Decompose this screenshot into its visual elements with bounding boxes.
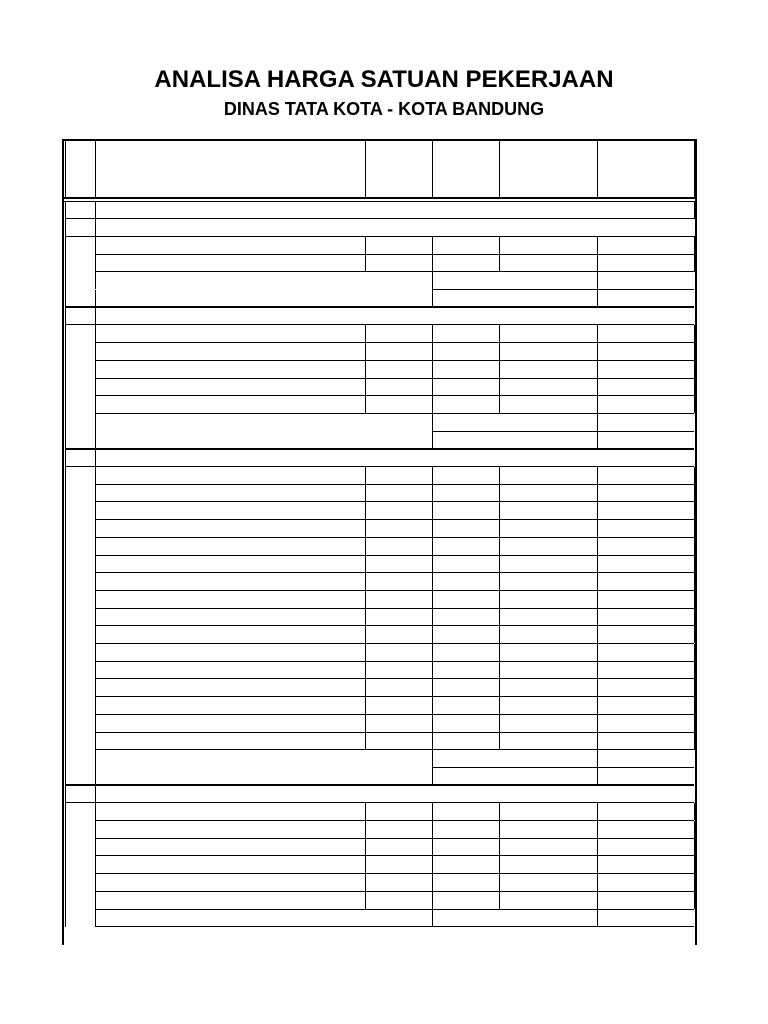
item-unit-price: [499, 484, 597, 502]
item-no: [65, 697, 95, 715]
item-description: [95, 838, 365, 856]
group-rounded-total: [597, 431, 694, 449]
item-unit-price: [499, 679, 597, 697]
dibulatkan-label: [432, 767, 597, 785]
item-koef: [365, 697, 432, 715]
item-total: [597, 608, 694, 626]
item-unit-price: [499, 520, 597, 538]
item-koef: [365, 838, 432, 856]
grid-line-vertical: [65, 785, 66, 927]
item-no: [65, 661, 95, 679]
item-koef: [365, 679, 432, 697]
group-unit: [95, 785, 190, 803]
item-description: [95, 573, 365, 591]
item-description: [95, 343, 365, 361]
item-description: [95, 520, 365, 538]
item-unit: [432, 396, 499, 414]
item-total: [597, 396, 694, 414]
item-koef: [365, 590, 432, 608]
item-no: [65, 555, 95, 573]
item-description: [95, 661, 365, 679]
item-total: [597, 821, 694, 839]
item-total: [597, 697, 694, 715]
item-koef: [365, 537, 432, 555]
grid-line-vertical: [694, 201, 695, 219]
grid-line-vertical: [95, 750, 96, 768]
item-koef: [365, 821, 432, 839]
item-unit-price: [499, 891, 597, 909]
item-description: [95, 467, 365, 485]
item-unit: [432, 821, 499, 839]
dibulatkan-label: [432, 431, 597, 449]
item-no: [65, 484, 95, 502]
jumlah-label: [432, 750, 597, 768]
group-title: [230, 219, 694, 237]
item-total: [597, 644, 694, 662]
item-unit-price: [499, 343, 597, 361]
item-no: [65, 608, 95, 626]
item-total: [597, 856, 694, 874]
item-unit: [432, 803, 499, 821]
item-no: [65, 856, 95, 874]
item-total: [597, 236, 694, 254]
item-unit-price: [499, 378, 597, 396]
item-koef: [365, 378, 432, 396]
item-no: [65, 821, 95, 839]
item-unit-price: [499, 467, 597, 485]
item-unit: [432, 502, 499, 520]
grid-line-vertical: [65, 307, 66, 449]
jumlah-label: [432, 272, 597, 290]
item-total: [597, 520, 694, 538]
group-separator: [190, 219, 230, 237]
item-koef: [365, 803, 432, 821]
header-no: [65, 140, 95, 198]
header-koef: [365, 140, 432, 198]
item-description: [95, 697, 365, 715]
item-unit: [432, 467, 499, 485]
item-description: [95, 856, 365, 874]
header-sat: [432, 140, 499, 198]
item-no: [65, 396, 95, 414]
grid-line-vertical: [65, 449, 66, 785]
grid-line-vertical: [95, 767, 96, 785]
item-unit-price: [499, 537, 597, 555]
item-unit: [432, 537, 499, 555]
item-koef: [365, 520, 432, 538]
group-title: [230, 307, 694, 325]
grid-line-vertical: [65, 219, 66, 308]
item-unit-price: [499, 644, 597, 662]
item-description: [95, 626, 365, 644]
item-koef: [365, 874, 432, 892]
header-uraian: [95, 140, 365, 198]
item-no: [65, 502, 95, 520]
item-koef: [365, 856, 432, 874]
item-koef: [365, 467, 432, 485]
item-no: [65, 626, 95, 644]
item-unit-price: [499, 502, 597, 520]
item-description: [95, 360, 365, 378]
item-unit-price: [499, 608, 597, 626]
group-rounded-total: [597, 767, 694, 785]
dibulatkan-label: [432, 290, 597, 308]
header-jumlah: [597, 140, 694, 198]
item-description: [95, 644, 365, 662]
item-unit-price: [499, 573, 597, 591]
item-no: [65, 537, 95, 555]
item-no: [65, 590, 95, 608]
item-koef: [365, 360, 432, 378]
item-description: [95, 396, 365, 414]
item-total: [597, 803, 694, 821]
item-total: [597, 325, 694, 343]
item-description: [95, 608, 365, 626]
item-description: [95, 378, 365, 396]
grid-line-horizontal: [95, 926, 694, 927]
item-total: [597, 874, 694, 892]
item-unit-price: [499, 697, 597, 715]
item-unit-price: [499, 821, 597, 839]
item-koef: [365, 484, 432, 502]
item-unit-price: [499, 803, 597, 821]
item-description: [95, 484, 365, 502]
item-total: [597, 626, 694, 644]
item-no: [65, 360, 95, 378]
item-unit-price: [499, 732, 597, 750]
item-no: [65, 714, 95, 732]
item-description: [95, 236, 365, 254]
item-unit: [432, 343, 499, 361]
item-koef: [365, 714, 432, 732]
grid-line-vertical: [95, 272, 96, 290]
item-unit: [432, 626, 499, 644]
grid-line-vertical: [65, 201, 66, 219]
item-koef: [365, 891, 432, 909]
item-unit: [432, 484, 499, 502]
item-unit: [432, 608, 499, 626]
item-unit: [432, 732, 499, 750]
item-total: [597, 254, 694, 272]
item-description: [95, 254, 365, 272]
item-unit-price: [499, 396, 597, 414]
group-title: [230, 785, 694, 803]
group-title: [230, 449, 694, 467]
item-description: [95, 803, 365, 821]
item-koef: [365, 573, 432, 591]
item-description: [95, 874, 365, 892]
item-unit: [432, 856, 499, 874]
item-no: [65, 236, 95, 254]
item-unit: [432, 360, 499, 378]
item-total: [597, 661, 694, 679]
group-total: [597, 750, 694, 768]
group-separator: [190, 449, 230, 467]
item-koef: [365, 254, 432, 272]
item-description: [95, 537, 365, 555]
page-subtitle: DINAS TATA KOTA - KOTA BANDUNG: [223, 99, 545, 119]
group-unit: [95, 307, 190, 325]
item-no: [65, 325, 95, 343]
item-description: [95, 590, 365, 608]
item-total: [597, 378, 694, 396]
group-unit: [95, 449, 190, 467]
grid-line-vertical: [95, 431, 96, 449]
item-total: [597, 484, 694, 502]
item-koef: [365, 644, 432, 662]
item-total: [597, 343, 694, 361]
item-description: [95, 325, 365, 343]
item-no: [65, 644, 95, 662]
group-unit: [95, 219, 190, 237]
item-no: [65, 520, 95, 538]
item-koef: [365, 502, 432, 520]
item-unit-price: [499, 856, 597, 874]
item-koef: [365, 236, 432, 254]
item-unit-price: [499, 236, 597, 254]
item-description: [95, 891, 365, 909]
item-no: [65, 254, 95, 272]
item-no: [65, 343, 95, 361]
jumlah-label: [432, 413, 597, 431]
group-total: [597, 909, 694, 927]
item-no: [65, 803, 95, 821]
item-description: [95, 502, 365, 520]
item-unit-price: [499, 254, 597, 272]
item-unit: [432, 254, 499, 272]
group-separator: [190, 307, 230, 325]
item-unit-price: [499, 838, 597, 856]
grid-line-vertical: [95, 201, 96, 219]
section-title: [95, 201, 694, 219]
item-no: [65, 467, 95, 485]
item-unit-price: [499, 325, 597, 343]
item-total: [597, 891, 694, 909]
item-unit: [432, 661, 499, 679]
item-total: [597, 714, 694, 732]
item-koef: [365, 732, 432, 750]
item-description: [95, 714, 365, 732]
item-total: [597, 732, 694, 750]
item-unit: [432, 838, 499, 856]
item-unit: [432, 378, 499, 396]
item-unit: [432, 520, 499, 538]
item-unit: [432, 236, 499, 254]
item-unit: [432, 555, 499, 573]
page-title: ANALISA HARGA SATUAN PEKERJAAN: [154, 66, 614, 93]
item-total: [597, 555, 694, 573]
item-total: [597, 838, 694, 856]
item-no: [65, 874, 95, 892]
item-total: [597, 537, 694, 555]
item-no: [65, 838, 95, 856]
item-no: [65, 679, 95, 697]
item-unit-price: [499, 714, 597, 732]
item-unit: [432, 891, 499, 909]
item-total: [597, 502, 694, 520]
item-koef: [365, 555, 432, 573]
item-unit-price: [499, 626, 597, 644]
group-separator: [190, 785, 230, 803]
item-koef: [365, 325, 432, 343]
item-no: [65, 891, 95, 909]
group-rounded-total: [597, 290, 694, 308]
grid-line-vertical: [95, 290, 96, 308]
item-unit: [432, 679, 499, 697]
item-unit: [432, 573, 499, 591]
item-description: [95, 821, 365, 839]
item-description: [95, 679, 365, 697]
item-unit-price: [499, 360, 597, 378]
grid-line-vertical: [95, 909, 96, 927]
item-unit-price: [499, 661, 597, 679]
item-unit: [432, 644, 499, 662]
item-total: [597, 467, 694, 485]
item-koef: [365, 626, 432, 644]
item-total: [597, 360, 694, 378]
item-unit-price: [499, 555, 597, 573]
grid-line-vertical: [695, 139, 697, 945]
grid-line-vertical: [95, 413, 96, 431]
item-koef: [365, 396, 432, 414]
item-koef: [365, 661, 432, 679]
group-total: [597, 272, 694, 290]
item-unit: [432, 874, 499, 892]
item-no: [65, 378, 95, 396]
item-unit: [432, 697, 499, 715]
item-no: [65, 732, 95, 750]
item-description: [95, 732, 365, 750]
item-koef: [365, 608, 432, 626]
item-unit: [432, 714, 499, 732]
item-total: [597, 679, 694, 697]
item-total: [597, 590, 694, 608]
item-description: [95, 555, 365, 573]
item-unit: [432, 325, 499, 343]
item-koef: [365, 343, 432, 361]
jumlah-label: [432, 909, 597, 927]
group-total: [597, 413, 694, 431]
item-unit-price: [499, 590, 597, 608]
item-unit-price: [499, 874, 597, 892]
header-harga-satuan: [499, 140, 597, 198]
item-unit: [432, 590, 499, 608]
item-total: [597, 573, 694, 591]
item-no: [65, 573, 95, 591]
